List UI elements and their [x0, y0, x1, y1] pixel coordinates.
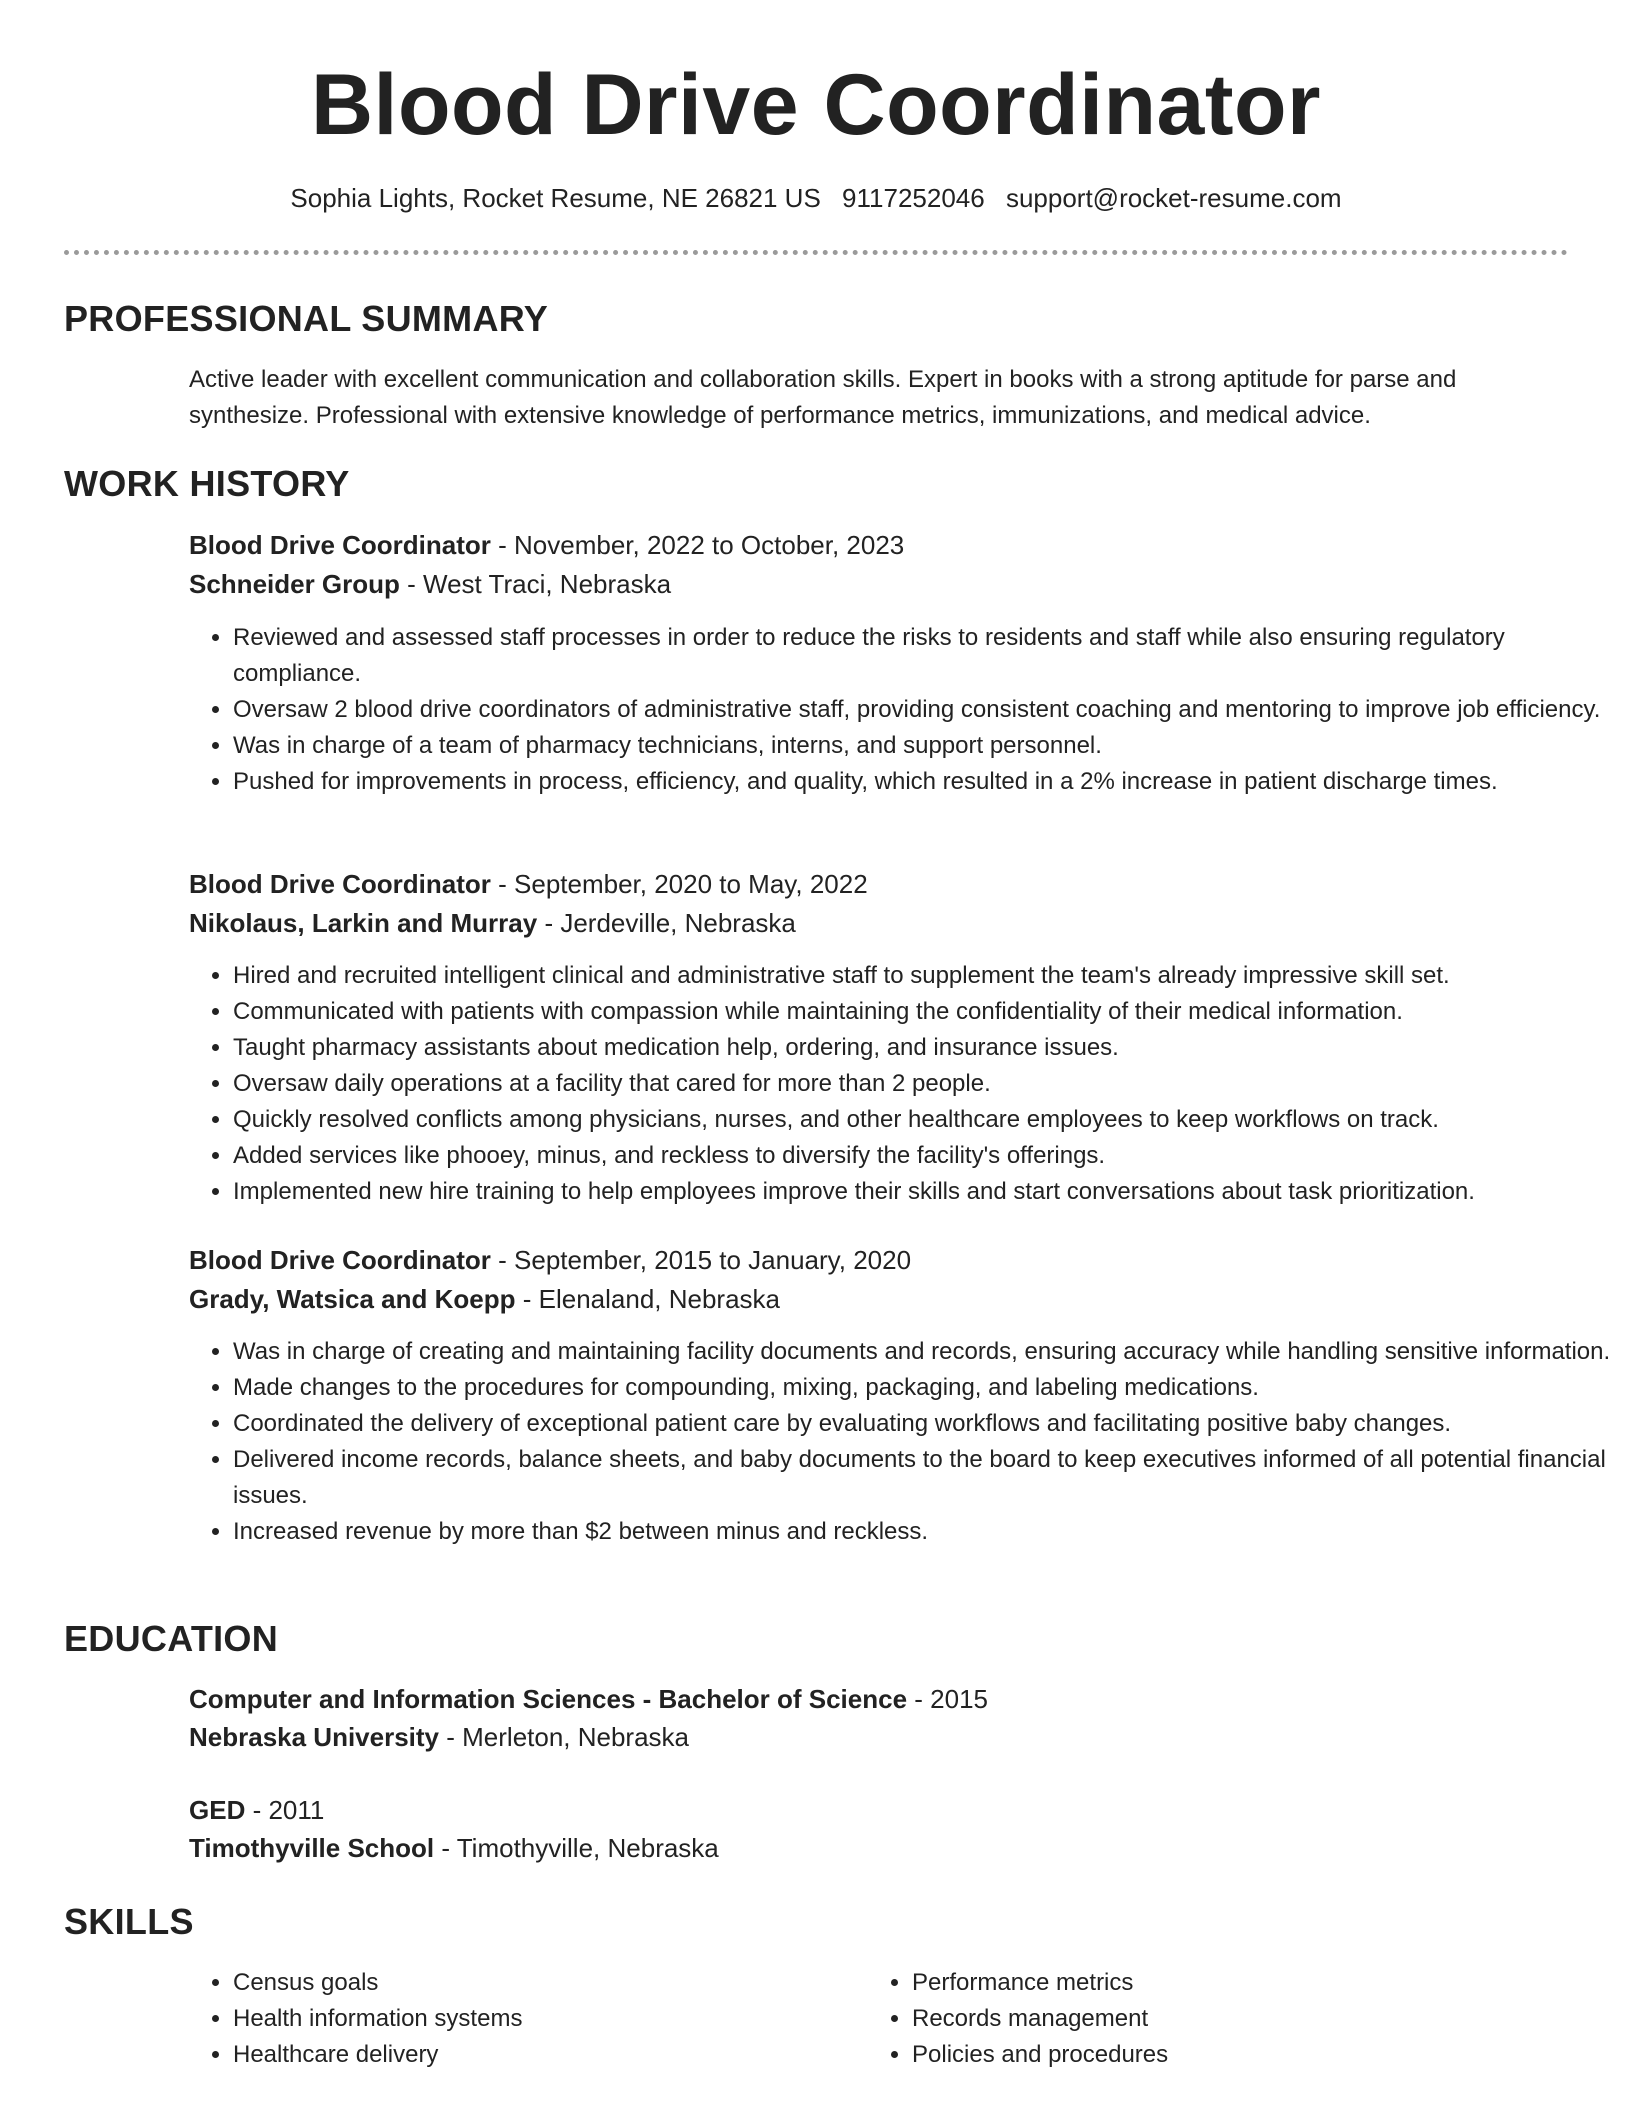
- header-divider: [64, 250, 1568, 255]
- contact-line: [0, 180, 1632, 216]
- job-location: - Jerdeville, Nebraska: [537, 908, 796, 938]
- section-title-summary: PROFESSIONAL SUMMARY: [64, 298, 549, 339]
- education-degree-line: [189, 1791, 324, 1829]
- section-title-education: EDUCATION: [64, 1618, 279, 1659]
- job-bullet: • Was in charge of creating and maintaining facility documents and records, ensuring accuracy while handling sensitive information.: [233, 1334, 1613, 1370]
- job-bullet: • Increased revenue by more than $2 between minus and reckless.: [233, 1514, 1613, 1550]
- job-company-line: [189, 565, 671, 603]
- job-bullet: • Reviewed and assessed staff processes in order to reduce the risks to residents and staff while also ensuring regulatory compliance.: [233, 620, 1613, 692]
- skill-item: • Census goals: [233, 1965, 833, 2001]
- education-year: - 2015: [907, 1684, 988, 1714]
- skills-list-right: [868, 1965, 1512, 2073]
- section-title-skills: SKILLS: [64, 1901, 194, 1942]
- job-company-line: [189, 1280, 780, 1318]
- summary-text: Active leader with excellent communication and collaboration skills. Expert in books with a strong aptitude for parse and synthesize. Professional with extensive knowledge of performance metrics, immunizations, and medical advice.: [189, 366, 1457, 429]
- skill-item: • Policies and procedures: [912, 2037, 1512, 2073]
- contact-email: support@rocket-resume.com: [1005, 183, 1342, 213]
- skill-item: • Records management: [912, 2001, 1512, 2037]
- job-bullet: • Oversaw daily operations at a facility that cared for more than 2 people.: [233, 1066, 1613, 1102]
- job-title-line: [189, 865, 868, 903]
- job-location: - West Traci, Nebraska: [399, 569, 672, 599]
- job-bullets: [189, 620, 1613, 800]
- job-bullet: • Was in charge of a team of pharmacy technicians, interns, and support personnel.: [233, 728, 1613, 764]
- education-school-line: [189, 1718, 689, 1756]
- job-bullet: • Implemented new hire training to help employees improve their skills and start conversations about task prioritization.: [233, 1174, 1613, 1210]
- contact-phone: 9117252046: [842, 183, 985, 213]
- job-dates: - November, 2022 to October, 2023: [490, 530, 905, 560]
- job-title-line: [189, 526, 904, 564]
- job-company: Schneider Group: [189, 569, 400, 599]
- job-bullet: • Made changes to the procedures for compounding, mixing, packaging, and labeling medications.: [233, 1370, 1613, 1406]
- job-location: - Elenaland, Nebraska: [515, 1284, 780, 1314]
- job-bullet: • Quickly resolved conflicts among physicians, nurses, and other healthcare employees to keep workflows on track.: [233, 1102, 1613, 1138]
- contact-address: Sophia Lights, Rocket Resume, NE 26821 US: [290, 183, 821, 213]
- job-bullets: [189, 1334, 1613, 1550]
- job-bullet: • Pushed for improvements in process, efficiency, and quality, which resulted in a 2% increase in patient discharge times.: [233, 764, 1613, 800]
- skill-item: • Performance metrics: [912, 1965, 1512, 2001]
- job-role: Blood Drive Coordinator: [189, 1245, 491, 1275]
- education-degree: Computer and Information Sciences - Bachelor of Science: [189, 1684, 908, 1714]
- job-bullet: • Delivered income records, balance sheets, and baby documents to the board to keep executives informed of all potential financial issues.: [233, 1442, 1613, 1514]
- job-bullet: • Oversaw 2 blood drive coordinators of administrative staff, providing consistent coaching and mentoring to improve job efficiency.: [233, 692, 1613, 728]
- education-degree: GED: [189, 1795, 246, 1825]
- job-bullet: • Taught pharmacy assistants about medication help, ordering, and insurance issues.: [233, 1030, 1613, 1066]
- job-role: Blood Drive Coordinator: [189, 869, 491, 899]
- job-company: Grady, Watsica and Koepp: [189, 1284, 516, 1314]
- job-bullet: • Coordinated the delivery of exceptional patient care by evaluating workflows and facilitating positive baby changes.: [233, 1406, 1613, 1442]
- resume-name: Blood Drive Coordinator: [310, 57, 1322, 153]
- job-bullet: • Communicated with patients with compassion while maintaining the confidentiality of their medical information.: [233, 994, 1613, 1030]
- education-school-line: [189, 1829, 719, 1867]
- education-degree-line: [189, 1680, 988, 1718]
- education-school: Timothyville School: [189, 1833, 435, 1863]
- skills-list-left: [189, 1965, 833, 2073]
- skill-item: • Healthcare delivery: [233, 2037, 833, 2073]
- job-bullet: • Added services like phooey, minus, and reckless to diversify the facility's offerings.: [233, 1138, 1613, 1174]
- job-role: Blood Drive Coordinator: [189, 530, 491, 560]
- job-company: Nikolaus, Larkin and Murray: [189, 908, 538, 938]
- job-dates: - September, 2015 to January, 2020: [490, 1245, 912, 1275]
- job-title-line: [189, 1241, 911, 1279]
- skill-item: • Health information systems: [233, 2001, 833, 2037]
- section-title-work-history: WORK HISTORY: [64, 463, 350, 504]
- education-school: Nebraska University: [189, 1722, 440, 1752]
- education-year: - 2011: [245, 1795, 325, 1825]
- job-dates: - September, 2020 to May, 2022: [490, 869, 868, 899]
- education-location: - Timothyville, Nebraska: [434, 1833, 719, 1863]
- education-location: - Merleton, Nebraska: [439, 1722, 690, 1752]
- job-bullet: • Hired and recruited intelligent clinical and administrative staff to supplement the team's already impressive skill set.: [233, 958, 1613, 994]
- job-bullets: [189, 958, 1613, 1210]
- job-company-line: [189, 904, 796, 942]
